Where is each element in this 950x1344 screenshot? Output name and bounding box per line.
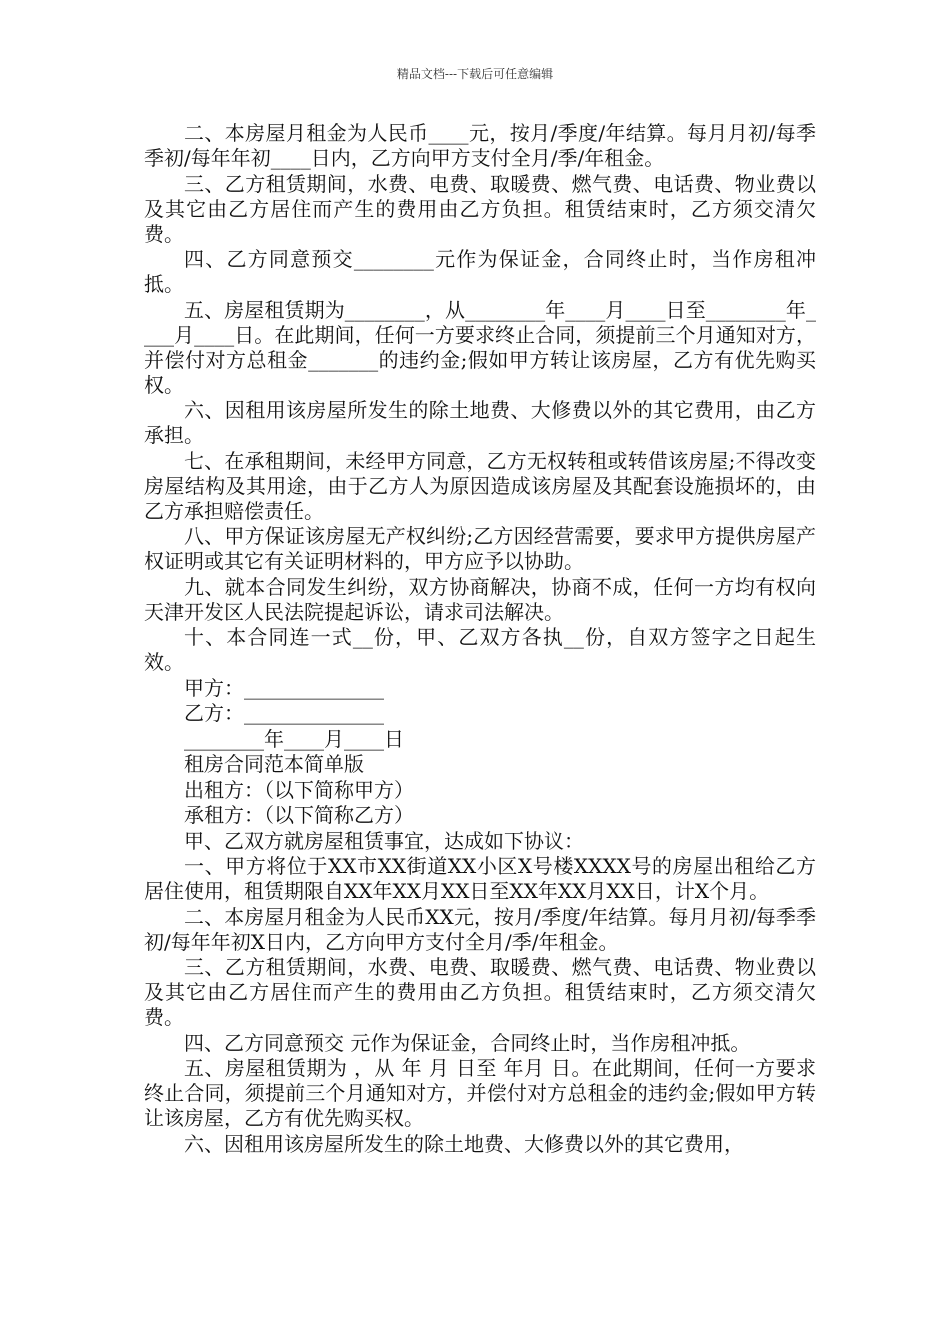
second-clause-2-rent: 二、本房屋月租金为人民币XX元，按月/季度/年结算。每月月初/每季季初/每年年初X日内，乙方向甲方支付全月/季/年租金。 — [144, 904, 816, 954]
clause-7-sublease: 七、在承租期间，未经甲方同意，乙方无权转租或转借该房屋;不得改变房屋结构及其用途，由于乙方人为原因造成该房屋及其配套设施损坏的，由乙方承担赔偿责任。 — [144, 448, 816, 523]
lessee-line: 承租方：（以下简称乙方） — [184, 803, 414, 827]
second-clause-1-premises: 一、甲方将位于XX市XX街道XX小区X号楼XXXX号的房屋出租给乙方居住使用，租赁期限自XX年XX月XX日至XX年XX月XX日，计X个月。 — [144, 854, 816, 903]
second-contract-title: 租房合同范本简单版 — [184, 752, 364, 776]
clause-3-fees: 三、乙方租赁期间，水费、电费、取暖费、燃气费、电话费、物业费以及其它由乙方居住而产生的费用由乙方负担。租赁结束时，乙方须交清欠费。 — [144, 171, 816, 246]
clause-8-title: 八、甲方保证该房屋无产权纠纷;乙方因经营需要，要求甲方提供房屋产权证明或其它有关证明材料的，甲方应予以协助。 — [144, 524, 816, 573]
clause-2-rent: 二、本房屋月租金为人民币____元，按月/季度/年结算。每月月初/每季季初/每年年初____日内，乙方向甲方支付全月/季/年租金。 — [144, 121, 816, 170]
clause-10-copies: 十、本合同连一式__份，甲、乙双方各执__份，自双方签字之日起生效。 — [144, 625, 816, 674]
clause-5-term: 五、房屋租赁期为________，从________年____月____日至________年____月____日。在此期间，任何一方要求终止合同，须提前三个月通知对方，并偿付对方总租金_______的违约金;假如甲方转让该房屋，乙方有优先购买权。 — [144, 297, 816, 397]
clause-9-disputes: 九、就本合同发生纠纷，双方协商解决，协商不成，任何一方均有权向天津开发区人民法院提起诉讼，请求司法解决。 — [144, 574, 816, 624]
clause-6-other-costs: 六、因租用该房屋所发生的除土地费、大修费以外的其它费用，由乙方承担。 — [144, 398, 816, 447]
lessor-line: 出租方：（以下简称甲方） — [184, 777, 414, 802]
clause-4-deposit: 四、乙方同意预交________元作为保证金，合同终止时，当作房租冲抵。 — [144, 247, 816, 296]
page-header: 精品文档---下载后可任意编辑 — [396, 67, 554, 81]
second-clause-5-term: 五、房屋租赁期为 ，从 年 月 日至 年月 日。在此期间，任何一方要求终止合同，须提前三个月通知对方，并偿付对方总租金的违约金;假如甲方转让该房屋，乙方有优先购买权。 — [144, 1056, 816, 1130]
signature-party-a: 甲方：______________ — [184, 675, 384, 700]
signature-party-b: 乙方：______________ — [184, 701, 384, 725]
second-clause-3-fees: 三、乙方租赁期间，水费、电费、取暖费、燃气费、电话费、物业费以及其它由乙方居住而产生的费用由乙方负担。租赁结束时，乙方须交清欠费。 — [144, 955, 816, 1029]
second-clause-6-other-costs: 六、因租用该房屋所发生的除土地费、大修费以外的其它费用， — [184, 1131, 744, 1156]
document-body — [144, 121, 816, 1157]
signature-date: ________年____月____日 — [184, 726, 404, 751]
second-clause-4-deposit: 四、乙方同意预交 元作为保证金，合同终止时，当作房租冲抵。 — [184, 1030, 751, 1055]
agreement-intro: 甲、乙双方就房屋租赁事宜，达成如下协议： — [184, 828, 584, 853]
